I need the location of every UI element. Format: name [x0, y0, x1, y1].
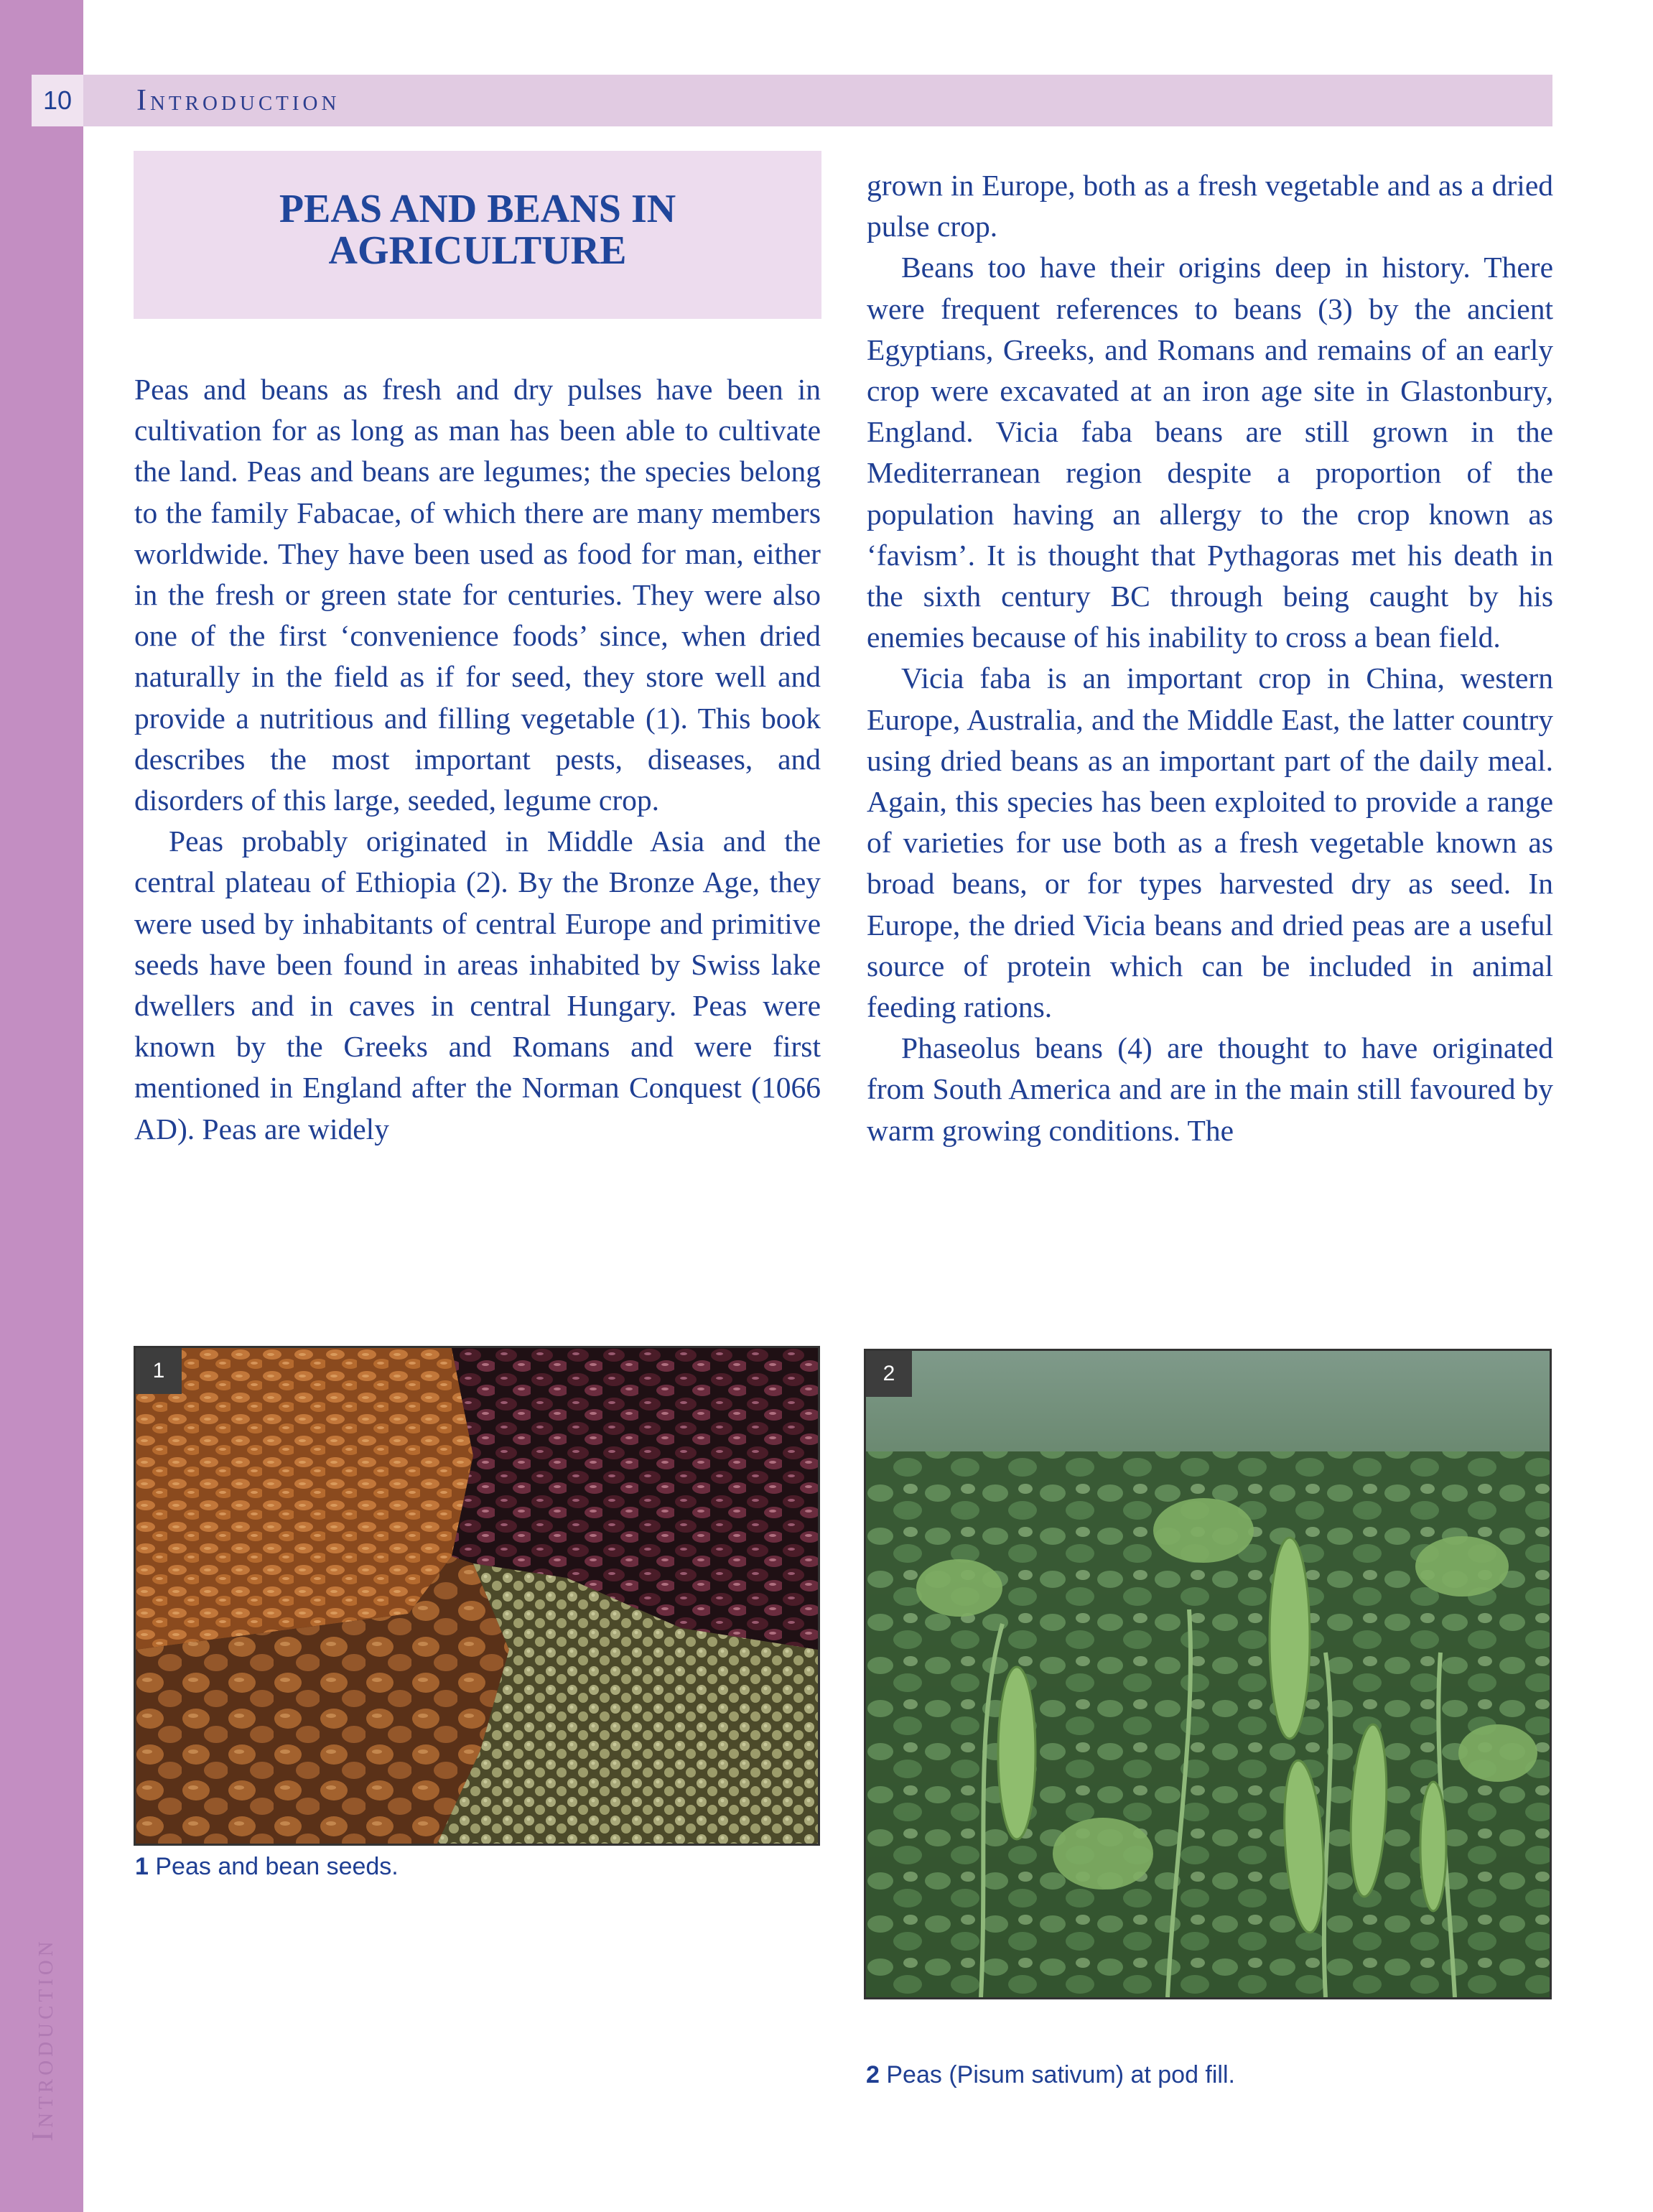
figure-2-caption: [866, 2061, 1235, 2089]
figure-2-pea-plants-photo: [864, 1349, 1552, 1999]
paragraph: Phaseolus beans (4) are thought to have originated from South America and are in the main still favoured by warm growing conditions. The: [867, 1031, 1553, 1147]
figure-1-caption-number: 1: [135, 1853, 149, 1880]
figure-1-caption: [135, 1853, 399, 1881]
figure-2-caption-number: 2: [866, 2061, 880, 2088]
paragraph: Beans too have their origins deep in history. There were frequent references to beans (3) by the ancient Egyptians, Greeks, and Romans and remains of an early crop were excavated at an iron age site in Glastonbury, England. Vicia faba beans are still grown in the Mediterranean region despite a proportion of the population having an allergy to the crop known as ‘favism’. It is thought that Pythagoras met his death in the sixth century BC through being caught by his enemies because of his inability to cross a bean field.: [867, 251, 1553, 654]
section-title: PEAS AND BEANS IN AGRICULTURE: [279, 187, 676, 273]
side-bar: [0, 0, 83, 2212]
running-head: Introduction: [136, 84, 340, 117]
figure-2-caption-text: Peas (Pisum sativum) at pod fill.: [886, 2061, 1235, 2088]
paragraph: Vicia faba is an important crop in China, western Europe, Australia, and the Middle East, the latter country using dried beans as an important part of the daily meal. Again, this species has been exploited to provide a range of varieties for use both as a fresh vegetable known as broad beans, or for types harvested dry as seed. In Europe, the dried Vicia beans and dried peas are a useful source of protein which can be included in animal feeding rations.: [867, 661, 1553, 1024]
figure-1-caption-text: Peas and bean seeds.: [155, 1853, 399, 1880]
side-section-label: [22, 1896, 65, 2183]
seeds-illustration: [136, 1348, 818, 1844]
figure-1-number: 1: [136, 1348, 182, 1394]
paragraph: Peas and beans as fresh and dry pulses have been in cultivation for as long as man has been able to cultivate the land. Peas and beans are legumes; the species belong to the family Fabacae, of which there are many members worldwide. They have been used as food for man, either in the fresh or green state for centuries. They were also one of the first ‘convenience foods’ since, when dried naturally in the field as if for seed, they store well and provide a nutritious and filling vegetable (1). This book describes the most important pests, diseases, and disorders of this large, seeded, legume crop.: [134, 373, 821, 817]
side-section-label-text: Introduction: [27, 1938, 60, 2142]
paragraph: Peas probably originated in Middle Asia and the central plateau of Ethiopia (2). By the Bronze Age, they were used by inhabitants of central Europe and primitive seeds have been found in areas inhabited by Swiss lake dwellers and in caves in central Hungary. Peas were known by the Greeks and Romans and were first mentioned in England after the Norman Conquest (1066 AD). Peas are widely: [134, 824, 821, 1146]
left-column: [134, 369, 821, 1150]
paragraph: grown in Europe, both as a fresh vegetable and as a dried pulse crop.: [867, 169, 1553, 243]
section-title-box: [134, 151, 821, 319]
pea-plants-illustration: [866, 1351, 1550, 1997]
page-number: 10: [32, 75, 83, 126]
right-column: [867, 165, 1553, 1151]
figure-1-seeds-photo: [134, 1346, 820, 1846]
figure-2-number: 2: [866, 1351, 912, 1397]
